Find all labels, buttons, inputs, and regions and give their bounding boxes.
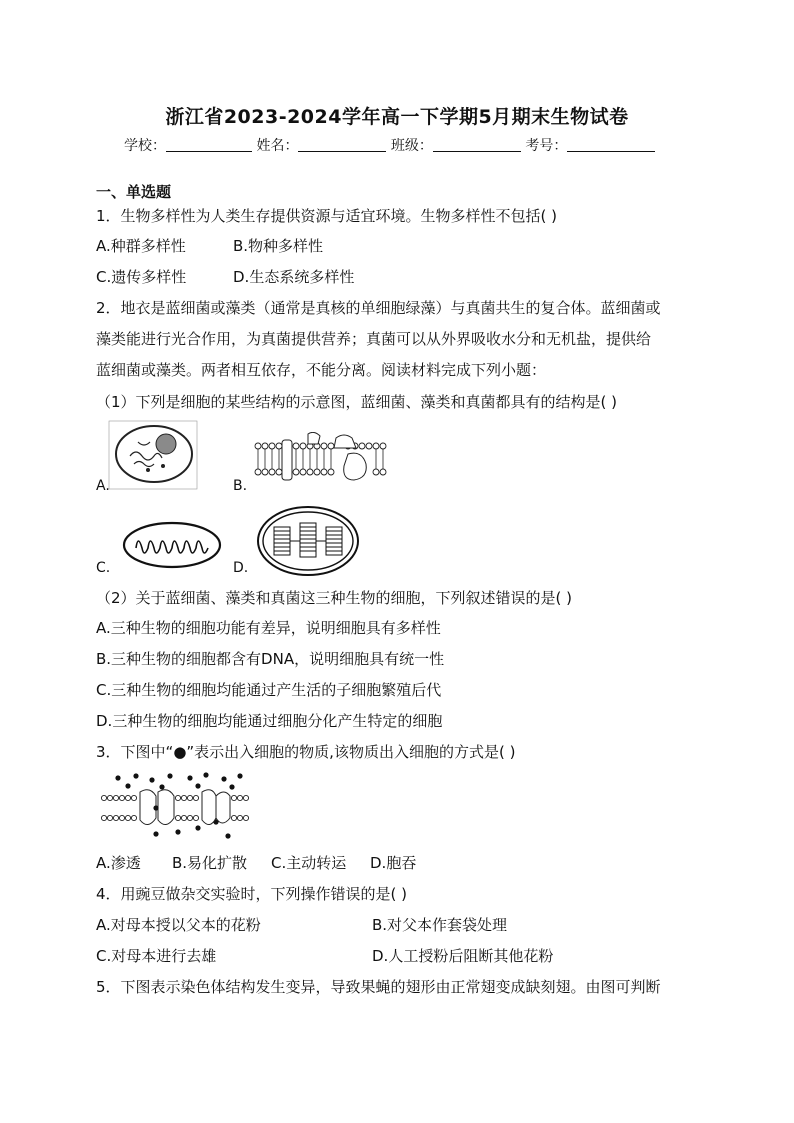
q2-sub2-stem: （2）关于蓝细菌、藻类和真菌这三种生物的细胞，下列叙述错误的是( ) [96, 589, 573, 607]
class-blank[interactable] [433, 137, 521, 152]
q1-option-c[interactable]: C.遗传多样性 [96, 268, 187, 286]
exam-title: 浙江省2023-2024学年高一下学期5月期末生物试卷 [165, 106, 629, 128]
q2-option-d[interactable]: D.三种生物的细胞均能通过细胞分化产生特定的细胞 [96, 712, 443, 730]
q4-option-d[interactable]: D.人工授粉后阻断其他花粉 [372, 947, 554, 965]
cell-diagram-icon [108, 420, 198, 490]
q4-stem: 4．用豌豆做杂交实验时，下列操作错误的是( ) [96, 885, 408, 903]
q1-option-d[interactable]: D.生态系统多样性 [233, 268, 355, 286]
number-blank[interactable] [567, 137, 655, 152]
fig-d-label[interactable]: D. [233, 560, 249, 576]
q1-option-a[interactable]: A.种群多样性 [96, 237, 186, 255]
membrane-transport-icon [98, 772, 250, 842]
mitochondrion-icon [122, 520, 222, 570]
school-label: 学校： [124, 138, 166, 154]
q2-option-c[interactable]: C.三种生物的细胞均能通过产生活的子细胞繁殖后代 [96, 681, 442, 699]
q2-stem-line1: 2．地衣是蓝细菌或藻类（通常是真核的单细胞绿藻）与真菌共生的复合体。蓝细菌或 [96, 299, 661, 317]
student-info-row [124, 135, 655, 155]
q2-stem-line3: 蓝细菌或藻类。两者相互依存，不能分离。阅读材料完成下列小题： [96, 361, 547, 379]
q3-stem: 3．下图中“●”表示出入细胞的物质,该物质出入细胞的方式是( ) [96, 743, 516, 761]
chloroplast-icon [256, 505, 360, 577]
class-label: 班级： [390, 138, 433, 154]
q3-option-c[interactable]: C.主动转运 [271, 854, 347, 872]
q2-sub1-stem: （1）下列是细胞的某些结构的示意图，蓝细菌、藻类和真菌都具有的结构是( ) [96, 393, 618, 411]
q3-option-b[interactable]: B.易化扩散 [172, 854, 248, 872]
q4-option-b[interactable]: B.对父本作套袋处理 [372, 916, 508, 934]
q4-option-c[interactable]: C.对母本进行去雄 [96, 947, 217, 965]
section-heading: 一、单选题 [96, 183, 172, 201]
name-label: 姓名： [256, 138, 299, 154]
fig-c-label[interactable]: C. [96, 560, 111, 576]
q3-option-d[interactable]: D.胞吞 [370, 854, 417, 872]
q2-option-a[interactable]: A.三种生物的细胞功能有差异，说明细胞具有多样性 [96, 619, 441, 637]
number-label: 考号： [525, 138, 568, 154]
name-blank[interactable] [298, 137, 386, 152]
q2-option-b[interactable]: B.三种生物的细胞都含有DNA，说明细胞具有统一性 [96, 650, 445, 668]
q2-stem-line2: 藻类能进行光合作用，为真菌提供营养；真菌可以从外界吸收水分和无机盐，提供给 [96, 330, 652, 348]
q4-option-a[interactable]: A.对母本授以父本的花粉 [96, 916, 261, 934]
fig-a-label[interactable]: A. [96, 478, 110, 494]
q3-option-a[interactable]: A.渗透 [96, 854, 141, 872]
q5-stem: 5．下图表示染色体结构发生变异，导致果蝇的翅形由正常翅变成缺刻翅。由图可判断 [96, 978, 661, 996]
q1-option-b[interactable]: B.物种多样性 [233, 237, 324, 255]
fig-b-label[interactable]: B. [233, 478, 248, 494]
school-blank[interactable] [166, 137, 252, 152]
cell-membrane-icon [252, 432, 388, 490]
q1-stem: 1．生物多样性为人类生存提供资源与适宜环境。生物多样性不包括( ) [96, 207, 558, 225]
